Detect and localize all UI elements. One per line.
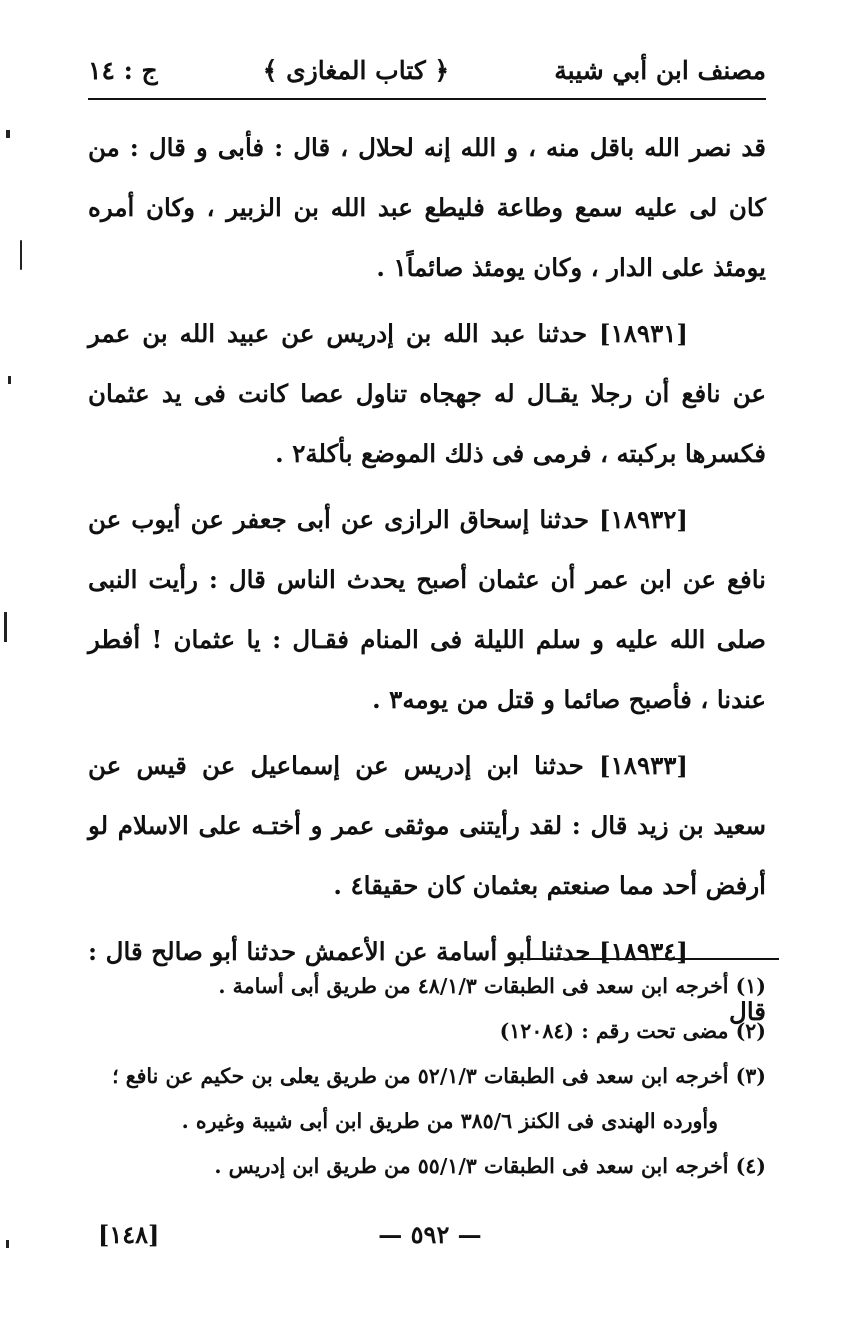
book-title: مصنف ابن أبي شيبة: [554, 56, 766, 85]
hadith-number: [١٨٩٣١]: [599, 319, 688, 348]
hadith-text: حدثنا ابن إدريس عن إسماعيل عن قيس عن سعيد بن زيد قال : لقد رأيتنى موثقى عمر و أختـه على الاسلام لو أرفض أحد مما صنعتم بعثمان كان حقيقا٤ .: [88, 751, 766, 900]
scan-edge-mark: [6, 1240, 9, 1248]
hadith-text: حدثنا أبو أسامة عن الأعمش حدثنا أبو صالح قال : قال: [88, 937, 766, 1026]
hadith-18932: [88, 490, 766, 730]
page-number: — ٥٩٢ —: [378, 1220, 482, 1249]
hadith-18931: [88, 304, 766, 484]
footnote-3-continuation: وأورده الهندى فى الكنز ٣٨٥/٦ من طريق ابن أبى شيبة وغيره .: [181, 1109, 718, 1133]
footnote-2: (٢) مضى تحت رقم : (١٢٠٨٤): [499, 1019, 766, 1043]
footnote-rule: [511, 958, 779, 960]
chapter-title: ﴿ كتاب المغازى ﴾: [262, 56, 450, 85]
header-rule: [88, 98, 766, 100]
running-header: [88, 48, 766, 94]
folio-number: [١٤٨]: [98, 1220, 160, 1249]
paragraph-text: قد نصر الله باقل منه ، و الله إنه لحلال ، قال : فأبى و قال : من كان لى عليه سمع وطاعة فليطع عبد الله بن الزبير ، وكان أمره يومئذ على الدار ، وكان يومئذ صائماً١ .: [88, 133, 766, 282]
footnotes: [88, 964, 766, 1189]
hadith-text: حدثنا إسحاق الرازى عن أبى جعفر عن أيوب عن نافع عن ابن عمر أن عثمان أصبح يحدث الناس قال : رأيت النبى صلى الله عليه و سلم الليلة فى المنام فقـال : يا عثمان ! أفطر عندنا ، فأصبح صائما و قتل من يومه٣ .: [88, 505, 766, 714]
scan-edge-mark: [8, 376, 11, 384]
hadith-number: [١٨٩٣٤]: [599, 937, 688, 966]
footnote-1: (١) أخرجه ابن سعد فى الطبقات ٤٨/١/٣ من طريق أبى أسامة .: [218, 974, 766, 998]
footnote-3: (٣) أخرجه ابن سعد فى الطبقات ٥٢/١/٣ من طريق يعلى بن حكيم عن نافع ؛: [112, 1064, 766, 1088]
hadith-18933: [88, 736, 766, 916]
main-text: [88, 118, 766, 1048]
volume-number: ج : ١٤: [88, 56, 158, 85]
scan-edge-mark: [6, 130, 10, 138]
hadith-text: حدثنا عبد الله بن إدريس عن عبيد الله بن عمر عن نافع أن رجلا يقـال له جهجاه تناول عصا كانت فى يد عثمان فكسرها بركبته ، فرمى فى ذلك الموضع بأكلة٢ .: [88, 319, 766, 468]
scan-edge-mark: [4, 612, 7, 642]
footnote-4: (٤) أخرجه ابن سعد فى الطبقات ٥٥/١/٣ من طريق ابن إدريس .: [214, 1154, 766, 1178]
scan-edge-mark: [20, 240, 22, 270]
paragraph-continuation: [88, 118, 766, 298]
hadith-number: [١٨٩٣٢]: [599, 505, 689, 534]
hadith-number: [١٨٩٣٣]: [599, 751, 689, 780]
